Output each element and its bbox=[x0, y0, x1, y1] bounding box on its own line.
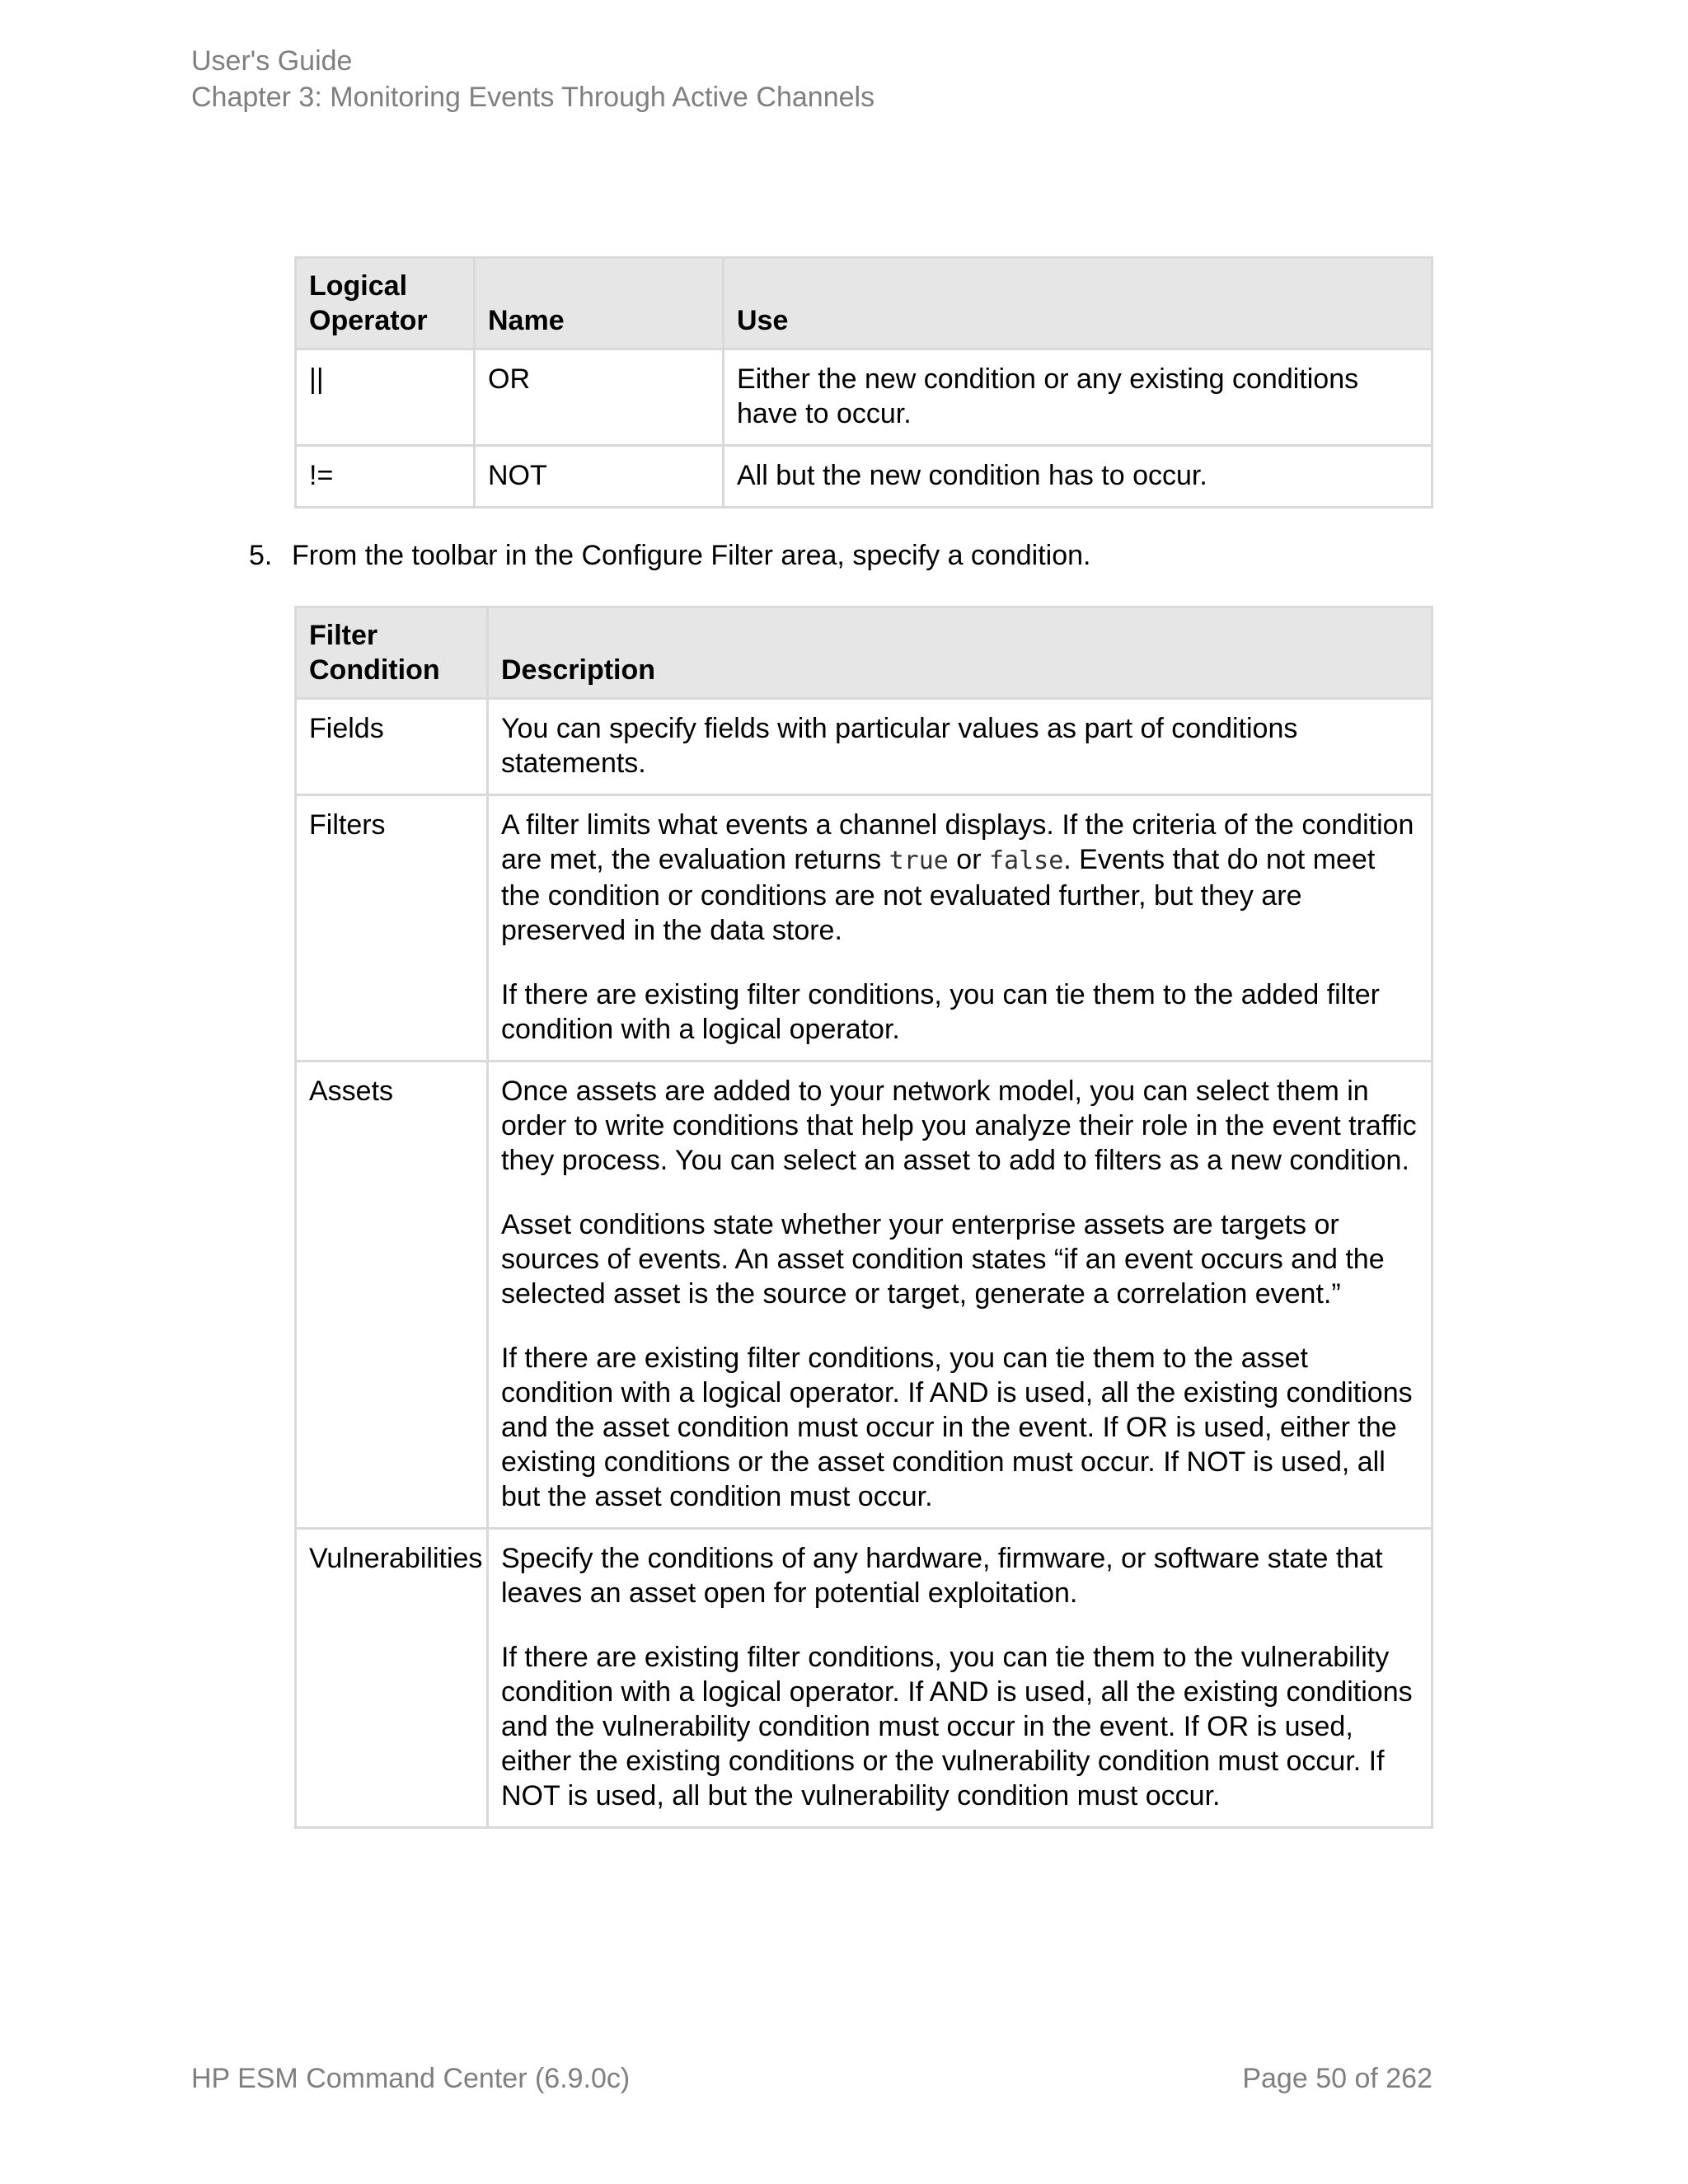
column-header-filter-condition: Filter Condition bbox=[296, 607, 488, 699]
description-cell bbox=[488, 795, 1432, 1062]
name-cell: NOT bbox=[475, 446, 724, 508]
text-run: A filter limits what events a channel displays. If the criteria of the condition are met, the evaluation returns bbox=[501, 809, 1414, 875]
column-header-description: Description bbox=[488, 607, 1432, 699]
table-header-row bbox=[296, 607, 1432, 699]
column-header-name: Name bbox=[475, 258, 724, 349]
condition-cell: Fields bbox=[296, 699, 488, 795]
table-header-row bbox=[296, 258, 1432, 349]
description-paragraph: Once assets are added to your network model, you can select them in order to write conditions that help you analyze their role in the event traffic they process. You can select an asset to add to filters as a new condition. bbox=[501, 1076, 1417, 1176]
code-false: false bbox=[988, 846, 1064, 875]
name-cell: OR bbox=[475, 349, 724, 446]
operator-cell: != bbox=[296, 446, 475, 508]
text-run: or bbox=[948, 844, 989, 875]
description-paragraph: Asset conditions state whether your enterprise assets are targets or sources of events. An asset condition states “if an event occurs and the selected asset is the source or target, generate a correlation event.” bbox=[501, 1209, 1385, 1310]
guide-title: User's Guide bbox=[191, 45, 353, 77]
table-row bbox=[296, 699, 1432, 795]
page-number: Page 50 of 262 bbox=[1242, 2063, 1432, 2094]
table-row bbox=[296, 349, 1432, 446]
condition-cell: Assets bbox=[296, 1062, 488, 1529]
condition-cell: Vulnerabilities bbox=[296, 1529, 488, 1828]
description-cell bbox=[488, 1529, 1432, 1828]
description-paragraph: If there are existing filter conditions, you can tie them to the added filter condition with a logical operator. bbox=[501, 979, 1380, 1045]
description-paragraph bbox=[501, 808, 1418, 948]
use-cell: All but the new condition has to occur. bbox=[724, 446, 1432, 508]
description-paragraph: You can specify fields with particular values as part of conditions statements. bbox=[501, 713, 1298, 779]
description-paragraph: If there are existing filter conditions, you can tie them to the asset condition with a logical operator. If AND is used, all the existing conditions and the asset condition must occur in the event. If OR is used, either the existing conditions or the asset condition must occur. If NOT is used, all but the asset condition must occur. bbox=[501, 1343, 1413, 1512]
chapter-title: Chapter 3: Monitoring Events Through Active Channels bbox=[191, 82, 875, 113]
table-row bbox=[296, 1062, 1432, 1529]
product-name: HP ESM Command Center (6.9.0c) bbox=[191, 2063, 631, 2094]
step-text: From the toolbar in the Configure Filter area, specify a condition. bbox=[292, 540, 1091, 571]
table-row bbox=[296, 795, 1432, 1062]
use-cell: Either the new condition or any existing conditions have to occur. bbox=[724, 349, 1432, 446]
description-paragraph: Specify the conditions of any hardware, firmware, or software state that leaves an asset open for potential exploitation. bbox=[501, 1543, 1383, 1609]
description-paragraph: If there are existing filter conditions, you can tie them to the vulnerability condition with a logical operator. If AND is used, all the existing conditions and the vulnerability condition must occur in the event. If OR is used, either the existing conditions or the vulnerability condition must occur. If NOT is used, all but the vulnerability condition must occur. bbox=[501, 1642, 1413, 1811]
filter-conditions-table bbox=[294, 606, 1433, 1829]
step-number: 5. bbox=[249, 540, 273, 571]
step-5 bbox=[249, 537, 1090, 574]
table-row bbox=[296, 446, 1432, 508]
page-header bbox=[191, 43, 874, 115]
column-header-use: Use bbox=[724, 258, 1432, 349]
description-cell bbox=[488, 699, 1432, 795]
table-row bbox=[296, 1529, 1432, 1828]
text-run: . Events that do not meet the condition or conditions are not evaluated further, but they are preserved in the data store. bbox=[501, 844, 1376, 946]
condition-cell: Filters bbox=[296, 795, 488, 1062]
logical-operators-table bbox=[294, 256, 1433, 509]
code-true: true bbox=[889, 846, 949, 875]
operator-cell: || bbox=[296, 349, 475, 446]
column-header-logical-operator: Logical Operator bbox=[296, 258, 475, 349]
description-cell bbox=[488, 1062, 1432, 1529]
